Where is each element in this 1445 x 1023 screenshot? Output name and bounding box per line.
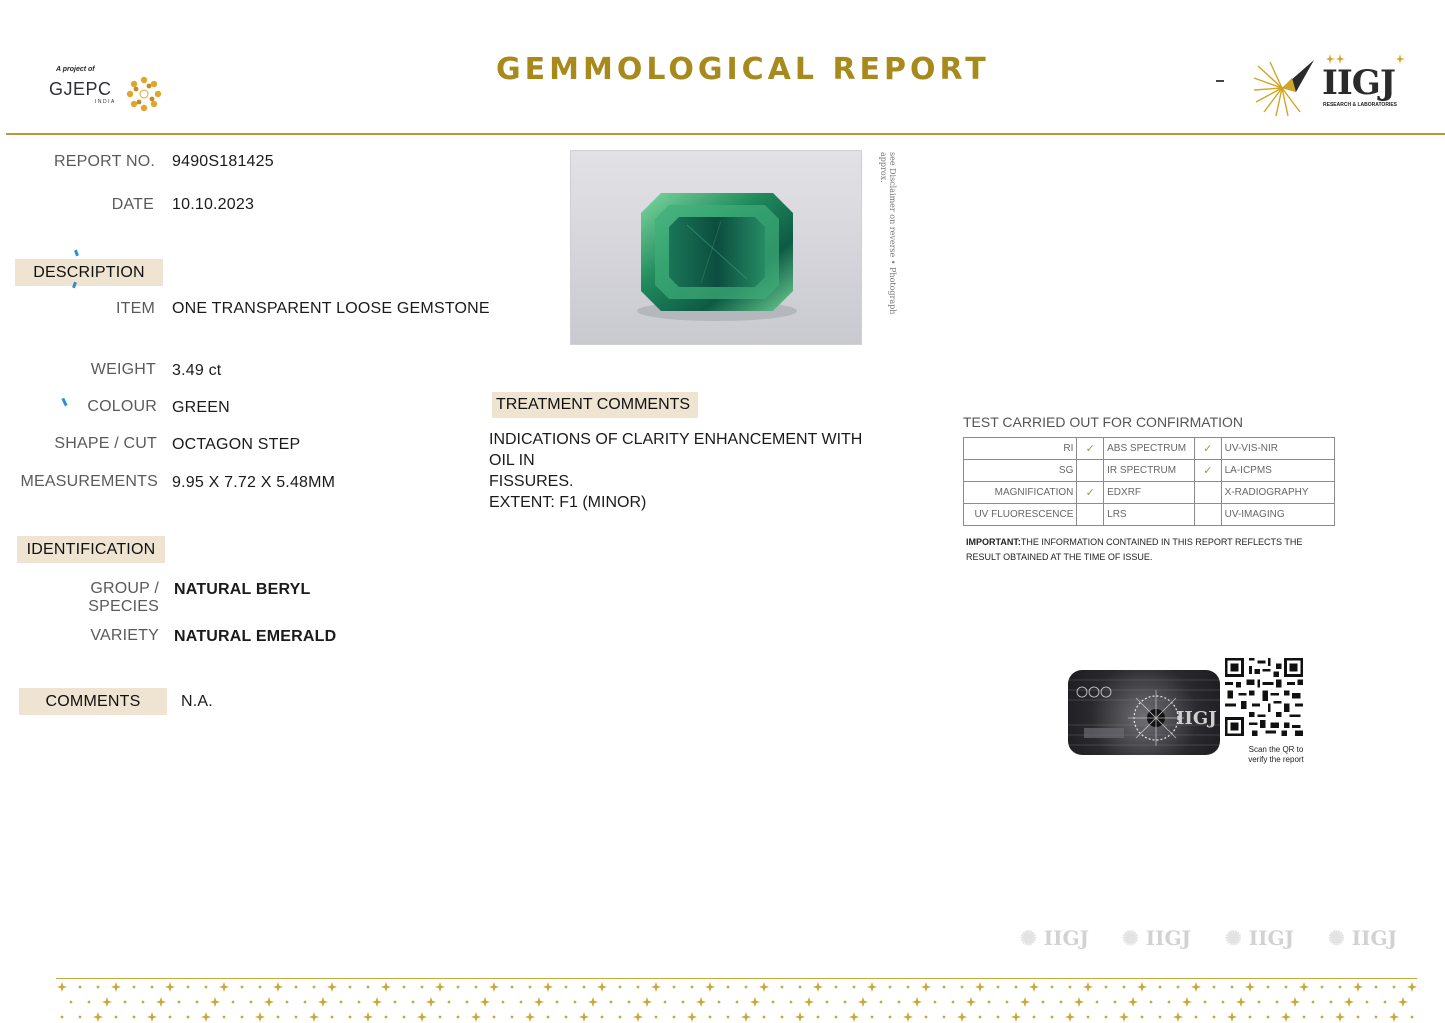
weight-value: 3.49 ct bbox=[172, 362, 222, 379]
watermark-logo: ✺ IIGJ bbox=[1020, 926, 1089, 950]
variety-label: VARIETY bbox=[90, 627, 159, 644]
test-cell: EDXRF bbox=[1104, 482, 1195, 504]
identification-heading: IDENTIFICATION bbox=[17, 536, 165, 563]
item-value: ONE TRANSPARENT LOOSE GEMSTONE bbox=[172, 300, 490, 317]
date-label: DATE bbox=[111, 196, 154, 213]
gjepc-india-label: INDIA bbox=[95, 99, 116, 105]
treatment-line-1: INDICATIONS OF CLARITY ENHANCEMENT WITH OIL IN bbox=[489, 431, 863, 469]
important-text: THE INFORMATION CONTAINED IN THIS REPORT REFLECTS THE RESULT OBTAINED AT THE TIME OF ISSUE. bbox=[966, 537, 1303, 562]
check-icon: ✓ bbox=[1077, 482, 1104, 504]
iigj-subtitle: RESEARCH & LABORATORIES bbox=[1323, 102, 1397, 108]
test-cell: LA-ICPMS bbox=[1221, 460, 1334, 482]
check-icon bbox=[1194, 482, 1221, 504]
qr-caption-line-2: verify the report bbox=[1248, 755, 1304, 764]
watermark-burst-icon: ✺ bbox=[1122, 926, 1139, 950]
measurements-value: 9.95 X 7.72 X 5.48MM bbox=[172, 474, 336, 491]
qr-caption-line-1: Scan the QR to bbox=[1248, 745, 1304, 754]
important-label: IMPORTANT: bbox=[966, 537, 1021, 547]
report-no-value: 9490S181425 bbox=[172, 153, 274, 170]
watermark-burst-icon: ✺ bbox=[1020, 926, 1037, 950]
check-icon: ✓ bbox=[1194, 438, 1221, 460]
tests-title: TEST CARRIED OUT FOR CONFIRMATION bbox=[963, 414, 1244, 430]
dash-mark bbox=[1216, 80, 1224, 82]
test-cell: RI bbox=[964, 438, 1077, 460]
table-row bbox=[964, 460, 1335, 482]
check-icon bbox=[1077, 504, 1104, 526]
table-row bbox=[964, 438, 1335, 460]
iigj-logo-text: IIGJ bbox=[1322, 63, 1395, 103]
check-icon bbox=[1194, 504, 1221, 526]
qr-code-icon[interactable] bbox=[1225, 658, 1303, 736]
gjepc-flower-icon bbox=[122, 72, 166, 116]
gjepc-project-label: A project of bbox=[56, 66, 95, 73]
description-heading: DESCRIPTION bbox=[15, 259, 163, 286]
treatment-heading: TREATMENT COMMENTS bbox=[492, 392, 698, 418]
header-rule bbox=[6, 133, 1445, 135]
variety-value: NATURAL EMERALD bbox=[174, 628, 337, 645]
test-cell: LRS bbox=[1104, 504, 1195, 526]
comments-heading: COMMENTS bbox=[19, 688, 167, 715]
colour-label: COLOUR bbox=[87, 398, 157, 415]
qr-caption bbox=[1240, 745, 1312, 765]
treatment-line-2: FISSURES. bbox=[489, 473, 574, 490]
test-cell: IR SPECTRUM bbox=[1104, 460, 1195, 482]
shape-value: OCTAGON STEP bbox=[172, 436, 301, 453]
important-note bbox=[966, 535, 1336, 565]
group-label: GROUP / SPECIES bbox=[88, 580, 159, 615]
footer-star-pattern-icon bbox=[56, 975, 1417, 1023]
iigj-burst-icon bbox=[1252, 56, 1318, 118]
tests-table bbox=[963, 437, 1335, 526]
shape-label: SHAPE / CUT bbox=[54, 435, 157, 452]
group-value: NATURAL BERYL bbox=[174, 581, 311, 598]
test-cell: ABS SPECTRUM bbox=[1104, 438, 1195, 460]
weight-label: WEIGHT bbox=[90, 361, 156, 378]
watermark-logo: ✺ IIGJ bbox=[1328, 926, 1397, 950]
test-cell: MAGNIFICATION bbox=[964, 482, 1077, 504]
treatment-line-3: EXTENT: F1 (MINOR) bbox=[489, 494, 647, 511]
gemstone-photo bbox=[570, 150, 862, 345]
hologram-text: IIGJ bbox=[1176, 708, 1217, 729]
check-icon: ✓ bbox=[1194, 460, 1221, 482]
test-cell: UV-IMAGING bbox=[1221, 504, 1334, 526]
test-cell: UV-VIS-NIR bbox=[1221, 438, 1334, 460]
test-cell: SG bbox=[964, 460, 1077, 482]
watermark-logo: ✺ IIGJ bbox=[1225, 926, 1294, 950]
watermark-logo: ✺ IIGJ bbox=[1122, 926, 1191, 950]
table-row bbox=[964, 504, 1335, 526]
gjepc-logo-text: GJEPC bbox=[49, 79, 112, 99]
comments-value: N.A. bbox=[181, 693, 213, 710]
report-title: GEMMOLOGICAL REPORT bbox=[496, 52, 990, 87]
blue-mark bbox=[74, 250, 79, 257]
report-no-label: REPORT NO. bbox=[54, 153, 155, 170]
item-label: ITEM bbox=[115, 300, 155, 317]
emerald-image bbox=[571, 151, 862, 345]
date-value: 10.10.2023 bbox=[172, 196, 255, 213]
colour-value: GREEN bbox=[172, 399, 230, 416]
test-cell: UV FLUORESCENCE bbox=[964, 504, 1077, 526]
photo-disclaimer: see Disclaimer on reverse • Photograph approx. bbox=[879, 152, 897, 315]
watermark-burst-icon: ✺ bbox=[1225, 926, 1242, 950]
check-icon: ✓ bbox=[1077, 438, 1104, 460]
check-icon bbox=[1077, 460, 1104, 482]
treatment-text bbox=[489, 429, 889, 513]
table-row bbox=[964, 482, 1335, 504]
test-cell: X-RADIOGRAPHY bbox=[1221, 482, 1334, 504]
measurements-label: MEASUREMENTS bbox=[20, 473, 158, 490]
watermark-burst-icon: ✺ bbox=[1328, 926, 1345, 950]
